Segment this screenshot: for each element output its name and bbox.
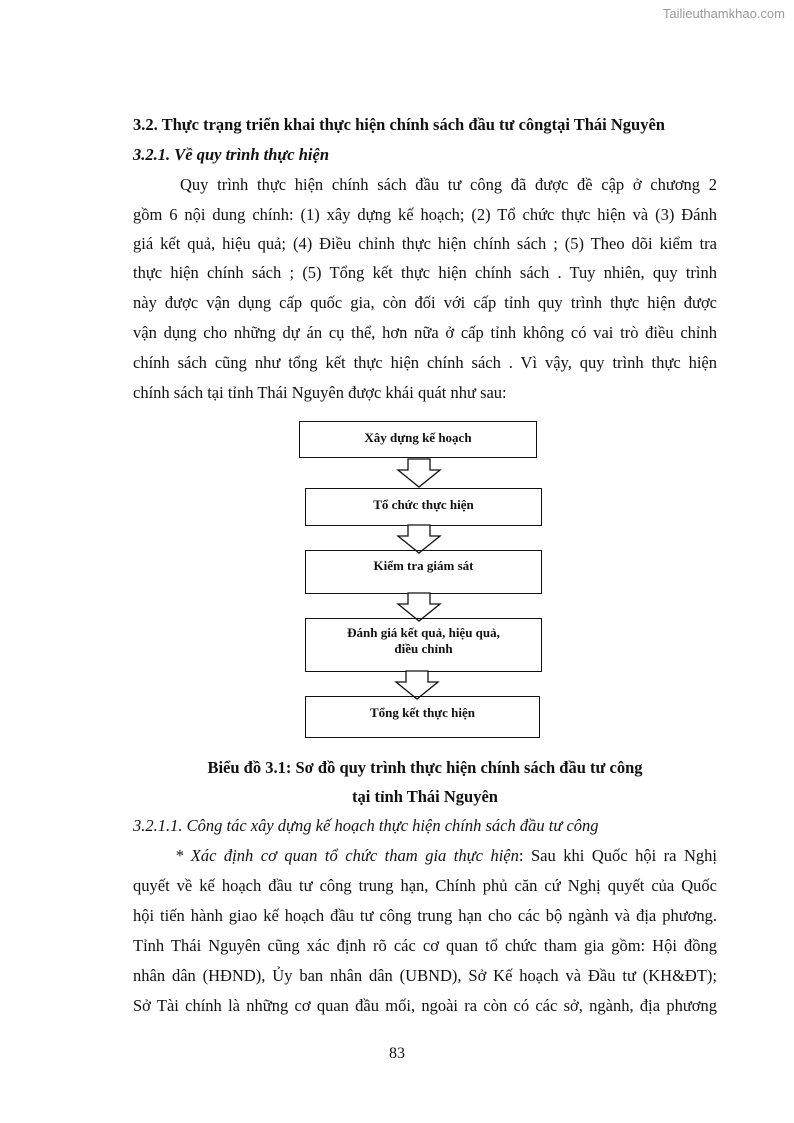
paragraph-line: này được vận dụng cấp quốc gia, còn đối với cấp tỉnh quy trình thực hiện được: [133, 293, 717, 312]
diagram-step-2: Tổ chức thực hiện: [305, 488, 542, 526]
paragraph-line: chính sách cũng như tổng kết thực hiện chính sách . Vì vậy, quy trình thực hiện: [133, 353, 717, 372]
paragraph-line: nhân dân (HĐND), Ủy ban nhân dân (UBND), Sở Kế hoạch và Đầu tư (KH&ĐT);: [133, 966, 717, 985]
paragraph-line: vận dụng cho những dự án cụ thể, hơn nữa ở cấp tỉnh không có vai trò điều chỉnh: [133, 323, 717, 342]
paragraph-line: hội tiến hành giao kế hoạch đầu tư công trung hạn cho các bộ ngành và địa phương.: [133, 906, 717, 925]
figure-caption: tại tỉnh Thái Nguyên: [352, 787, 498, 806]
subsection-heading: 3.2.1. Về quy trình thực hiện: [133, 145, 330, 164]
paragraph-line: Quy trình thực hiện chính sách đầu tư công đã được đề cập ở chương 2: [180, 175, 717, 194]
paragraph-line: thực hiện chính sách ; (5) Tổng kết thực hiện chính sách . Tuy nhiên, quy trình: [133, 263, 717, 282]
section-heading: 3.2. Thực trạng triển khai thực hiện chính sách đầu tư côngtại Thái Nguyên: [133, 115, 665, 134]
diagram-step-4: Đánh giá kết quả, hiệu quả, điều chỉnh: [305, 618, 542, 672]
watermark: Tailieuthamkhao.com: [662, 6, 785, 21]
diagram-step-5: Tổng kết thực hiện: [305, 696, 540, 738]
paragraph-text: : Sau khi Quốc hội ra Nghị: [518, 846, 718, 865]
paragraph-line: [175, 845, 717, 867]
diagram-step-3: Kiểm tra giám sát: [305, 550, 542, 594]
diagram-step-1: Xây dựng kế hoạch: [299, 421, 537, 458]
paragraph-line: Tỉnh Thái Nguyên cũng xác định rõ các cơ quan tổ chức tham gia gồm: Hội đồng: [133, 936, 717, 955]
page-number: 83: [389, 1045, 405, 1062]
italic-lead: * Xác định cơ quan tổ chức tham gia thực hiện: [175, 846, 519, 865]
subsubsection-heading: 3.2.1.1. Công tác xây dựng kế hoạch thực hiện chính sách đầu tư công: [133, 816, 599, 835]
paragraph-line: Sở Tài chính là những cơ quan đầu mối, ngoài ra còn có các sở, ngành, địa phương: [133, 996, 717, 1015]
figure-caption: Biểu đồ 3.1: Sơ đồ quy trình thực hiện chính sách đầu tư công: [207, 758, 643, 777]
paragraph-line: gồm 6 nội dung chính: (1) xây dựng kế hoạch; (2) Tổ chức thực hiện và (3) Đánh: [133, 205, 717, 224]
paragraph-line: chính sách tại tỉnh Thái Nguyên được khái quát như sau:: [133, 383, 507, 402]
down-arrow-icon: [396, 458, 442, 488]
paragraph-line: giá kết quả, hiệu quả; (4) Điều chỉnh thực hiện chính sách ; (5) Theo dõi kiểm tra: [133, 234, 717, 253]
paragraph-line: quyết về kế hoạch đầu tư công trung hạn, Chính phủ căn cứ Nghị quyết của Quốc: [133, 876, 717, 895]
